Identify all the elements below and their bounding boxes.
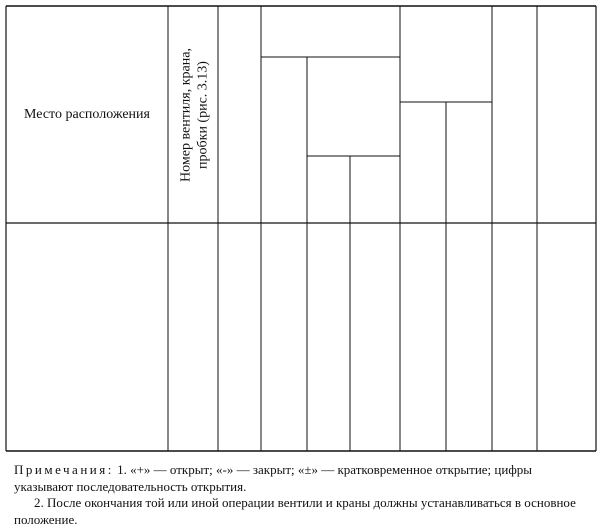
note-2 — [14, 494, 594, 528]
header-location: Место расположения — [24, 107, 150, 122]
note-1 — [14, 461, 594, 495]
notes-label: Примечания: — [14, 462, 114, 477]
header-valve-number: Номер вентиля, крана, — [178, 48, 194, 182]
table-header — [24, 48, 210, 182]
note-2-text: 2. После окончания той или иной операции вентили и краны должны устанавливаться в основное положение. — [14, 495, 576, 527]
table-grid — [6, 6, 596, 451]
header-valve-number: пробки (рис. 3.13) — [195, 61, 211, 169]
note-1-text: 1. «+» — открыт; «-» — закрыт; «±» — кратковременное открытие; цифры указывают последовательность открытия. — [14, 462, 532, 494]
